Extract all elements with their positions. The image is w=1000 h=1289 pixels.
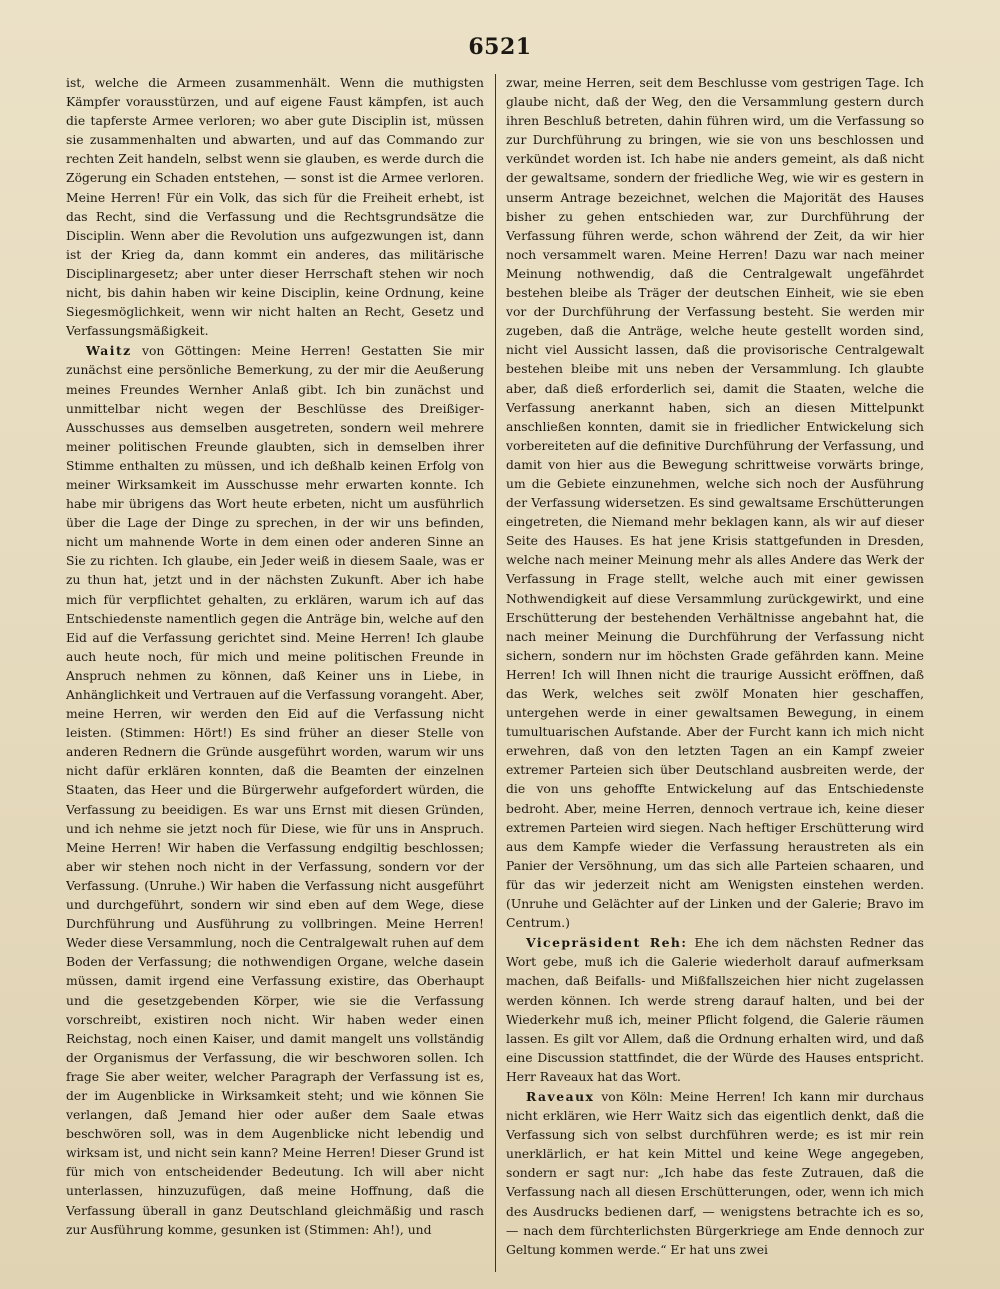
left-column (66, 74, 484, 1272)
page-number: 6521 (468, 34, 532, 60)
speech-waitz (66, 341, 484, 1239)
paragraph-continuation: ist, welche die Armeen zusammenhält. Wenn die muthigsten Kämpfer vorausstürzen, und auf eigene Faust kämpfen, ist auch die tapferste Armee verloren; wo aber gute Disciplin ist, müssen sie zusammenhalten und abwarten, und auf das Commando zur rechten Zeit handeln, selbst wenn sie glauben, es werde durch die Zögerung ein Schaden entstehen, — sonst ist die Armee verloren. Meine Herren! Für ein Volk, das sich für die Freiheit erhebt, ist das Recht, sind die Verfassung und die Rechtsgrundsätze die Disciplin. Wenn aber die Revolution uns aufgezwungen ist, dann ist der Krieg da, dann kommt ein anderes, das militärische Disciplinargesetz; aber unter dieser Herrschaft stehen wir noch nicht, bis dahin haben wir keine Disciplin, keine Ordnung, keine Siegesmöglichkeit, wenn wir nicht halten an Recht, Gesetz und Verfassungsmäßigkeit. (66, 76, 484, 339)
speech-vicepraesident (506, 933, 924, 1087)
speech-text: von Köln: Meine Herren! Ich kann mir durchaus nicht erklären, wie Herr Waitz sich das eigentlich denkt, daß die Verfassung sich von selbst durchführen werde; es ist mir rein unerklärlich, er hat kein Mittel und keine Wege angegeben, sondern er sagt nur: „Ich habe das feste Zutrauen, daß die Verfassung nach all diesen Erschütterungen, oder, wenn ich mich des Ausdrucks bedienen darf, — wenigstens betrachte ich es so, — nach dem fürchterlichsten Bürgerkriege am Ende dennoch zur Geltung kommen werde.“ Er hat uns zwei (506, 1089, 924, 1257)
speaker-name: Waitz (86, 343, 132, 359)
text-columns (66, 74, 924, 1274)
speaker-name: Raveaux (526, 1088, 595, 1104)
right-column (506, 74, 924, 1272)
speech-raveaux (506, 1087, 924, 1260)
column-divider (495, 74, 496, 1272)
speaker-name: Vicepräsident Reh: (526, 935, 688, 951)
paragraph-continuation: zwar, meine Herren, seit dem Beschlusse vom gestrigen Tage. Ich glaube nicht, daß der Weg, den die Versammlung gestern durch ihren Beschluß betreten, dahin führen wird, um die Verfassung so zur Durchführung zu bringen, wie sie von uns beschlossen und verkündet worden ist. Ich habe nie anders gemeint, als daß nicht der gewaltsame, sondern der friedliche Weg, wie wir es gestern in unserm Antrage bezeichnet, welchen die Majorität des Hauses bisher zu gehen entschieden war, zur Durchführung der Verfassung führen werde, schon während der Zeit, da wir hier noch versammelt waren. Meine Herren! Dazu war nach meiner Meinung nothwendig, daß die Centralgewalt ungefährdet bestehen bleibe als Träger der deutschen Einheit, wie sie eben vor der Durchführung der Verfassung besteht. Sie werden mir zugeben, daß die Anträge, welche heute gestellt worden sind, nicht viel Aussicht lassen, daß die provisorische Centralgewalt bestehen bleibe mit uns neben der Versammlung. Ich glaubte aber, daß dieß erforderlich sei, damit die Staaten, welche die Verfassung anerkannt haben, sich an diesen Mittelpunkt anschließen konnten, damit sie in friedlicher Entwickelung sich vorbereiteten auf die definitive Durchführung der Verfassung, und damit von hier aus die Bewegung schrittweise vorwärts bringe, um die Gebiete einzunehmen, welche sich noch der Ausführung der Verfassung widersetzen. Es sind gewaltsame Erschütterungen eingetreten, die Niemand mehr beklagen kann, als wir auf dieser Seite des Hauses. Es hat jene Krisis stattgefunden in Dresden, welche nach meiner Meinung mehr als alles Andere das Werk der Verfassung in Frage stellt, welche auch mit einer gewissen Nothwendigkeit auf diese Versammlung zurückgewirkt, und eine Erschütterung der bestehenden Verhältnisse angebahnt hat, die nach meiner Meinung die Durchführung der Verfassung nicht sichern, sondern nur im höchsten Grade gefährden kann. Meine Herren! Ich will Ihnen nicht die traurige Aussicht eröffnen, daß das Werk, welches seit zwölf Monaten hier geschaffen, untergehen werde in einer gewaltsamen Bewegung, in einem tumultuarischen Aufstande. Aber der Furcht kann ich mich nicht erwehren, daß von den letzten Tagen an ein Kampf zweier extremer Parteien sich über Deutschland ausbreiten werde, der die von uns gehoffte Entwickelung auf das Entschiedenste bedroht. Aber, meine Herren, dennoch vertraue ich, keine dieser extremen Parteien wird siegen. Nach heftiger Erschütterung wird aus dem Kampfe wieder die Verfassung heraustreten als ein Panier der Versöhnung, um das sich alle Parteien schaaren, und für das wir jederzeit nicht am Wenigsten einstehen werden. (Unruhe und Gelächter auf der Linken und der Galerie; Bravo im Centrum.) (506, 76, 924, 931)
speech-text: von Göttingen: Meine Herren! Gestatten Sie mir zunächst eine persönliche Bemerkung, zu der mir die Aeußerung meines Freundes Wernher Anlaß gibt. Ich bin zunächst und unmittelbar nicht wegen der Beschlüsse des Dreißiger-Ausschusses aus demselben ausgetreten, sondern weil mehrere meiner politischen Freunde glaubten, sich in demselben ihrer Stimme enthalten zu müssen, und ich deßhalb keinen Erfolg von meiner Wirksamkeit im Ausschusse mehr erwarten konnte. Ich habe mir übrigens das Wort heute erbeten, nicht um ausführlich über die Lage der Dinge zu sprechen, in der wir uns befinden, nicht um mahnende Worte in dem einen oder anderen Sinne an Sie zu richten. Ich glaube, ein Jeder weiß in diesem Saale, was er zu thun hat, jetzt und in der nächsten Zukunft. Aber ich habe mich für verpflichtet gehalten, zu erklären, warum ich auf das Entschiedenste namentlich gegen die Anträge bin, welche auf den Eid auf die Verfassung gerichtet sind. Meine Herren! Ich glaube auch heute noch, für mich und meine politischen Freunde in Anspruch nehmen zu können, daß Keiner uns in Liebe, in Anhänglichkeit und Vertrauen auf die Verfassung vorangeht. Aber, meine Herren, wir werden den Eid auf die Verfassung nicht leisten. (Stimmen: Hört!) Es sind früher an dieser Stelle von anderen Rednern die Gründe ausgeführt worden, warum wir uns nicht dafür erklären konnten, daß die Beamten der einzelnen Staaten, das Heer und die Bürgerwehr aufgefordert würden, die Verfassung zu beeidigen. Es war uns Ernst mit diesen Gründen, und ich nehme sie jetzt noch für Diese, wie für uns in Anspruch. Meine Herren! Wir haben die Verfassung endgiltig beschlossen; aber wir stehen noch nicht in der Verfassung, sondern vor der Verfassung. (Unruhe.) Wir haben die Verfassung nicht ausgeführt und durchgeführt, sondern wir sind eben auf dem Wege, diese Durchführung und Ausführung zu vollbringen. Meine Herren! Weder diese Versammlung, noch die Centralgewalt ruhen auf dem Boden der Verfassung; die nothwendigen Organe, welche dasein müssen, damit irgend eine Verfassung existire, das Oberhaupt und die gesetzgebenden Körper, wie sie die Verfassung vorschreibt, existiren noch nicht. Wir haben weder einen Reichstag, noch einen Kaiser, und damit mangelt uns vollständig der Organismus der Verfassung, die wir beschworen sollen. Ich frage Sie aber weiter, welcher Paragraph der Verfassung ist es, der im Augenblicke in Wirksamkeit steht; und wie können Sie verlangen, daß Jemand hier oder außer dem Saale etwas beschwören soll, was in dem Augenblicke nicht lebendig und wirksam ist, und nicht sein kann? Meine Herren! Dieser Grund ist für mich von entscheidender Bedeutung. Ich will aber nicht unterlassen, hinzuzufügen, daß meine Hoffnung, daß die Verfassung überall in ganz Deutschland gleichmäßig und rasch zur Ausführung komme, gesunken ist (Stimmen: Ah!), und (66, 344, 484, 1237)
speech-text: Ehe ich dem nächsten Redner das Wort gebe, muß ich die Galerie wiederholt darauf aufmerksam machen, daß Beifalls- und Mißfallszeichen hier nicht zugelassen werden können. Ich werde streng darauf halten, und bei der Wiederkehr muß ich, meiner Pflicht folgend, die Galerie räumen lassen. Es gilt vor Allem, daß die Ordnung erhalten wird, und daß eine Discussion stattfindet, die der Würde des Hauses entspricht. Herr Raveaux hat das Wort. (506, 936, 924, 1084)
